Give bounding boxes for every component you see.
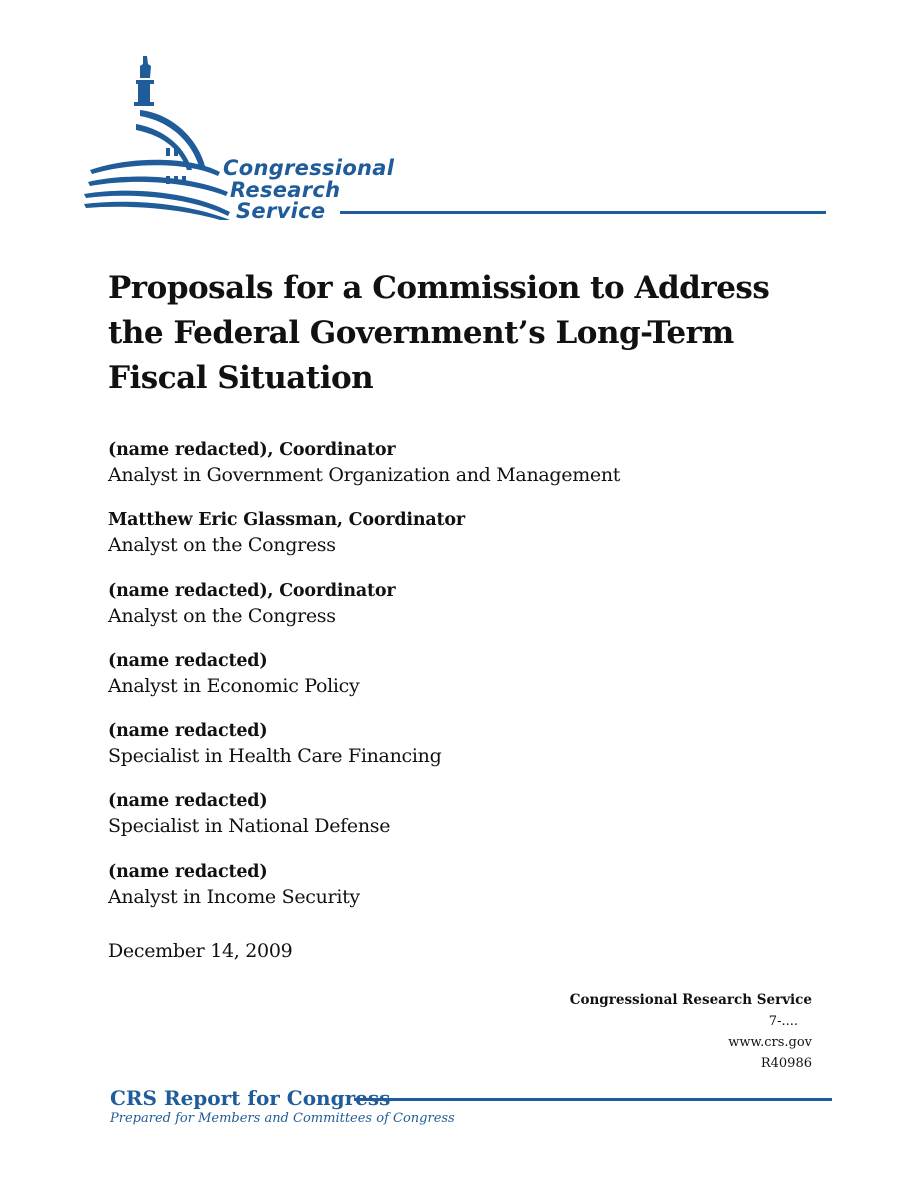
publisher-name: Congressional Research Service <box>569 992 812 1008</box>
report-code: 7-.... <box>768 1014 798 1029</box>
author-title: Analyst in Income Security <box>108 885 360 908</box>
author-name: (name redacted), Coordinator <box>108 580 396 601</box>
author-name: (name redacted) <box>108 721 268 742</box>
author-name: (name redacted) <box>108 650 268 671</box>
author-title: Specialist in National Defense <box>108 815 391 838</box>
report-title: Proposals for a Commission to Address the Federal Government’s Long-Term Fiscal Situation <box>108 270 770 396</box>
author-list <box>108 438 828 930</box>
author-name: (name redacted) <box>108 791 268 812</box>
author-name: (name redacted), Coordinator <box>108 440 396 460</box>
author-title: Analyst on the Congress <box>108 604 336 627</box>
author-title: Specialist in Health Care Financing <box>108 745 442 768</box>
author-entry <box>108 438 828 508</box>
author-entry <box>108 789 828 859</box>
author-title: Analyst in Economic Policy <box>108 674 360 697</box>
author-title: Analyst on the Congress <box>108 534 336 557</box>
capitol-dome-logo <box>80 52 230 222</box>
logo-divider-rule <box>340 211 826 214</box>
author-entry <box>108 860 828 930</box>
author-name: Matthew Eric Glassman, Coordinator <box>108 510 465 531</box>
report-date: December 14, 2009 <box>108 940 293 962</box>
author-entry <box>108 579 828 649</box>
author-name: (name redacted) <box>108 861 268 882</box>
website-link[interactable]: www.crs.gov <box>728 1035 812 1050</box>
logo-statue <box>140 56 151 78</box>
logo-text-congressional: Congressional <box>223 156 395 180</box>
author-title: Analyst in Government Organization and Management <box>108 464 621 486</box>
logo-text-research: Research <box>230 178 341 202</box>
author-entry <box>108 508 828 578</box>
report-metadata <box>570 990 812 1074</box>
author-entry <box>108 649 828 719</box>
author-entry <box>108 719 828 789</box>
footer-subtitle: Prepared for Members and Committees of Congress <box>110 1111 455 1126</box>
logo-lantern <box>134 80 154 106</box>
report-number: R40986 <box>760 1056 812 1071</box>
logo-text-service: Service <box>236 199 326 223</box>
footer-title: CRS Report for Congress <box>110 1086 391 1110</box>
footer-divider-rule <box>354 1098 832 1101</box>
